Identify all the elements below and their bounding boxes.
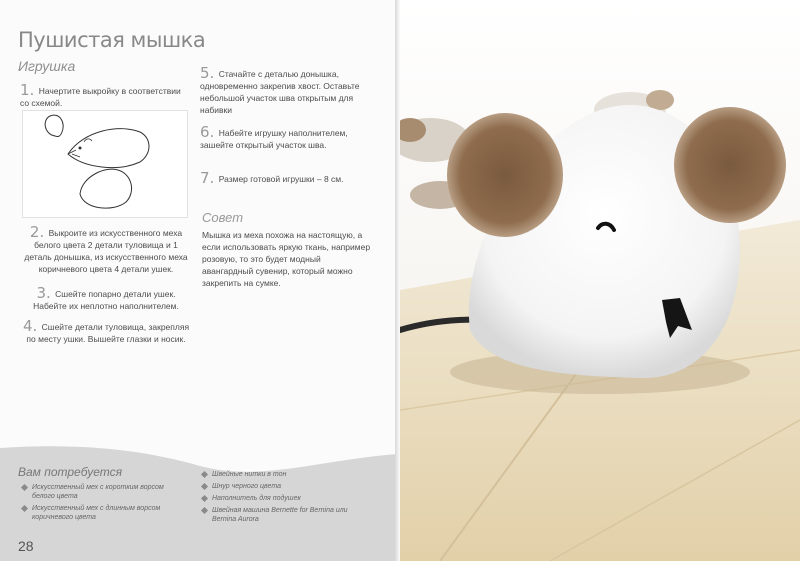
bullet-icon [201,471,208,478]
materials-item: Искусственный мех с коротким ворсом белого цвета [22,483,182,501]
step-number: 5. [200,64,215,82]
section-title: Игрушка [18,58,76,74]
step-text: Начертите выкройку в соответствии со схемой. [20,86,181,108]
step-number: 3. [36,284,51,302]
materials-item: Швейные нитки в тон [202,470,362,479]
tip-text: Мышка из меха похожа на настоящую, а если использовать яркую ткань, например розовую, то это будет модный авангардный сувенир, который можно закрепить на сумке. [202,230,371,288]
step-number: 1. [20,81,35,99]
page-number: 28 [18,538,34,554]
step-7 [200,169,370,187]
step-number: 4. [22,317,38,335]
materials-item: Наполнитель для подушек [202,494,362,503]
step-6 [200,123,370,151]
step-3 [20,284,192,312]
step-text: Сшейте попарно детали ушек. Набейте их неплотно наполнителем. [33,289,179,311]
step-2 [20,223,192,275]
bullet-icon [201,507,208,514]
materials-list-left [22,483,182,525]
materials-list-right [202,470,362,527]
bullet-icon [201,495,208,502]
step-1 [20,81,190,109]
bullet-icon [201,483,208,490]
step-text: Набейте игрушку наполнителем, зашейте открытый участок шва. [200,128,348,150]
left-page [0,0,397,561]
materials-title: Вам потребуется [18,465,123,479]
step-text: Сшейте детали туловища, закрепляя по месту ушки. Вышейте глазки и носик. [26,322,190,344]
step-text: Выкроите из искусственного меха белого цвета 2 детали туловища и 1 деталь донышка, из искусственного меха коричневого цвета 4 детали ушек. [24,228,188,274]
step-text: Стачайте с деталью донышка, одновременно закрепив хвост. Оставьте небольшой участок шва открытым для набивки [200,69,360,115]
step-number: 7. [200,169,215,187]
materials-item: Искусственный мех с длинным ворсом коричневого цвета [22,504,182,522]
mouse-photo [400,0,800,561]
bullet-icon [21,505,28,512]
pattern-diagram [22,110,188,218]
materials-item: Шнур черного цвета [202,482,362,491]
page-title: Пушистая мышка [18,28,206,52]
step-number: 6. [200,123,215,141]
step-5 [200,64,370,116]
step-4 [20,317,192,345]
materials-item: Швейная машина Bernette for Bernina или Bernina Aurora [202,506,362,524]
step-text: Размер готовой игрушки – 8 см. [218,174,344,184]
bullet-icon [21,484,28,491]
tip-title: Совет [202,210,244,225]
step-number: 2. [29,223,45,241]
